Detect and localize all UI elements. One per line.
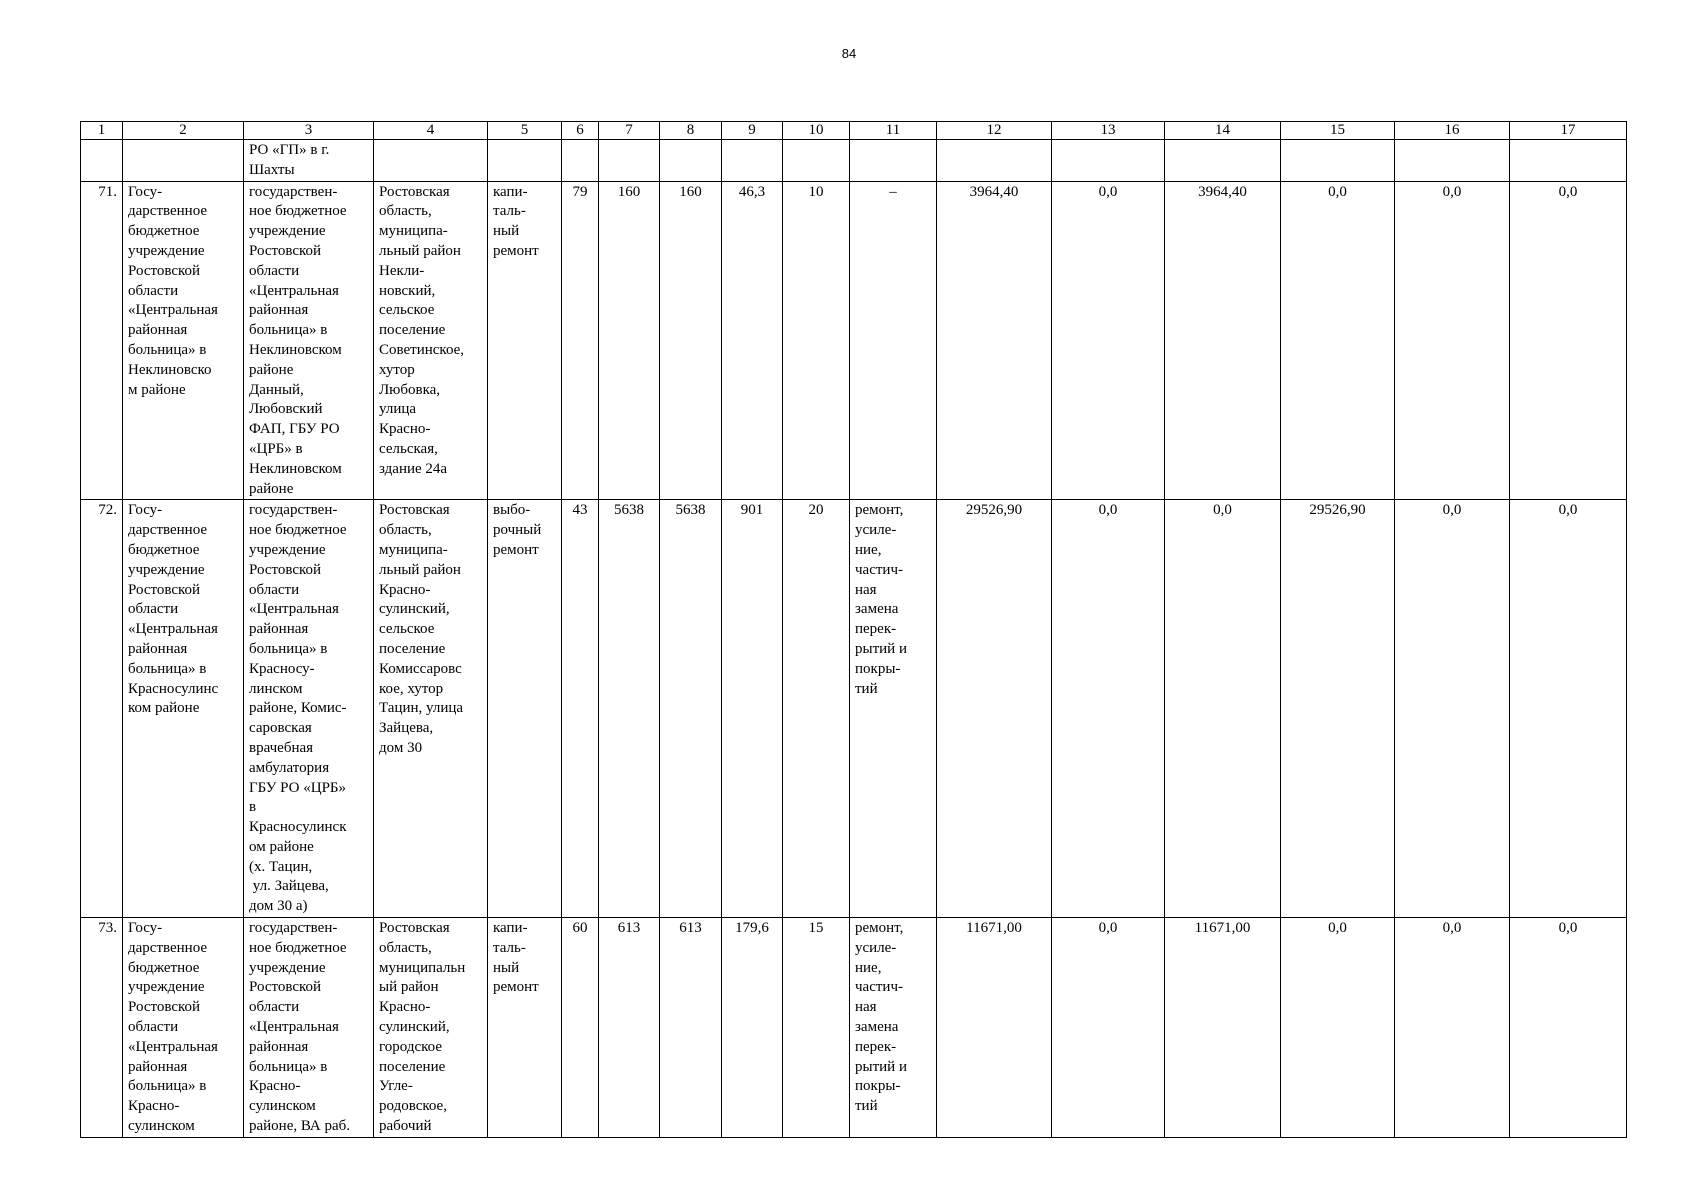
works-cell: –: [850, 181, 937, 500]
column-number-cell: 3: [244, 122, 374, 140]
empty-cell: [660, 140, 722, 182]
value-cell-13: 0,0: [1052, 918, 1165, 1138]
column-number-cell: 16: [1395, 122, 1510, 140]
row-number: 72.: [81, 500, 123, 918]
value-cell-10: 20: [783, 500, 850, 918]
column-number-cell: 13: [1052, 122, 1165, 140]
column-number-cell: 14: [1165, 122, 1281, 140]
column-number-cell: 11: [850, 122, 937, 140]
address-cell: Ростовская область, муниципальн ый район Красно- сулинский, городское поселение Угле- родовское, рабочий: [374, 918, 488, 1138]
empty-cell: [81, 140, 123, 182]
value-cell-15: 0,0: [1281, 918, 1395, 1138]
owner-cell: Госу- дарственное бюджетное учреждение Ростовской области «Центральная районная больница» в Красно- сулинском: [123, 918, 244, 1138]
value-cell-10: 10: [783, 181, 850, 500]
column-number-cell: 8: [660, 122, 722, 140]
column-number-cell: 17: [1510, 122, 1627, 140]
column-number-row: [81, 122, 1627, 140]
empty-cell: [123, 140, 244, 182]
value-cell-17: 0,0: [1510, 500, 1627, 918]
empty-cell: [722, 140, 783, 182]
value-cell-7: 160: [599, 181, 660, 500]
empty-cell: [1165, 140, 1281, 182]
value-cell-9: 901: [722, 500, 783, 918]
value-cell-6: 79: [562, 181, 599, 500]
value-cell-7: 613: [599, 918, 660, 1138]
value-cell-16: 0,0: [1395, 918, 1510, 1138]
column-number-cell: 7: [599, 122, 660, 140]
column-number-cell: 15: [1281, 122, 1395, 140]
value-cell-9: 46,3: [722, 181, 783, 500]
value-cell-13: 0,0: [1052, 500, 1165, 918]
facility-cell: государствен- ное бюджетное учреждение Ростовской области «Центральная районная больница» в Красносу- линском районе, Комис- саровская врачебная амбулатория ГБУ РО «ЦРБ» в Красносулинск ом районе (х. Тацин, ул. Зайцева, дом 30 а): [244, 500, 374, 918]
value-cell-6: 60: [562, 918, 599, 1138]
empty-cell: [1510, 140, 1627, 182]
empty-cell: [488, 140, 562, 182]
empty-cell: [599, 140, 660, 182]
value-cell-12: 29526,90: [937, 500, 1052, 918]
value-cell-15: 0,0: [1281, 181, 1395, 500]
column-number-cell: 9: [722, 122, 783, 140]
value-cell-17: 0,0: [1510, 181, 1627, 500]
value-cell-6: 43: [562, 500, 599, 918]
empty-cell: [374, 140, 488, 182]
address-cell: Ростовская область, муниципа- льный район Красно- сулинский, сельское поселение Комиссаровс кое, хутор Тацин, улица Зайцева, дом 30: [374, 500, 488, 918]
table-row: [81, 181, 1627, 500]
value-cell-8: 613: [660, 918, 722, 1138]
table-row: [81, 918, 1627, 1138]
value-cell-9: 179,6: [722, 918, 783, 1138]
value-cell-17: 0,0: [1510, 918, 1627, 1138]
value-cell-16: 0,0: [1395, 500, 1510, 918]
value-cell-8: 5638: [660, 500, 722, 918]
empty-cell: [783, 140, 850, 182]
owner-cell: Госу- дарственное бюджетное учреждение Ростовской области «Центральная районная больница» в Неклиновско м районе: [123, 181, 244, 500]
row-number: 73.: [81, 918, 123, 1138]
facility-cell: государствен- ное бюджетное учреждение Ростовской области «Центральная районная больница» в Неклиновском районе Данный, Любовский ФАП, ГБУ РО «ЦРБ» в Неклиновском районе: [244, 181, 374, 500]
column-number-cell: 1: [81, 122, 123, 140]
works-cell: ремонт, усиле- ние, частич- ная замена перек- рытий и покры- тий: [850, 500, 937, 918]
value-cell-14: 0,0: [1165, 500, 1281, 918]
repair-type-cell: выбо- рочный ремонт: [488, 500, 562, 918]
facility-cell: государствен- ное бюджетное учреждение Ростовской области «Центральная районная больница» в Красно- сулинском районе, ВА раб.: [244, 918, 374, 1138]
column-number-cell: 6: [562, 122, 599, 140]
empty-cell: [1395, 140, 1510, 182]
value-cell-15: 29526,90: [1281, 500, 1395, 918]
value-cell-13: 0,0: [1052, 181, 1165, 500]
value-cell-14: 11671,00: [1165, 918, 1281, 1138]
column-number-cell: 12: [937, 122, 1052, 140]
address-cell: Ростовская область, муниципа- льный район Некли- новский, сельское поселение Советинское, хутор Любовка, улица Красно- сельская, здание 24а: [374, 181, 488, 500]
repair-type-cell: капи- таль- ный ремонт: [488, 918, 562, 1138]
owner-cell: Госу- дарственное бюджетное учреждение Ростовской области «Центральная районная больница» в Красносулинс ком районе: [123, 500, 244, 918]
row-number: 71.: [81, 181, 123, 500]
value-cell-12: 11671,00: [937, 918, 1052, 1138]
works-cell: ремонт, усиле- ние, частич- ная замена перек- рытий и покры- тий: [850, 918, 937, 1138]
value-cell-10: 15: [783, 918, 850, 1138]
continuation-row: [81, 140, 1627, 182]
facility-cell: РО «ГП» в г. Шахты: [244, 140, 374, 182]
column-number-cell: 4: [374, 122, 488, 140]
repair-type-cell: капи- таль- ный ремонт: [488, 181, 562, 500]
table-row: [81, 500, 1627, 918]
empty-cell: [562, 140, 599, 182]
repair-table: [80, 121, 1627, 1138]
column-number-cell: 2: [123, 122, 244, 140]
column-number-cell: 5: [488, 122, 562, 140]
empty-cell: [850, 140, 937, 182]
empty-cell: [1281, 140, 1395, 182]
empty-cell: [937, 140, 1052, 182]
empty-cell: [1052, 140, 1165, 182]
value-cell-7: 5638: [599, 500, 660, 918]
value-cell-12: 3964,40: [937, 181, 1052, 500]
value-cell-8: 160: [660, 181, 722, 500]
value-cell-14: 3964,40: [1165, 181, 1281, 500]
value-cell-16: 0,0: [1395, 181, 1510, 500]
page-number: 84: [841, 46, 857, 61]
column-number-cell: 10: [783, 122, 850, 140]
